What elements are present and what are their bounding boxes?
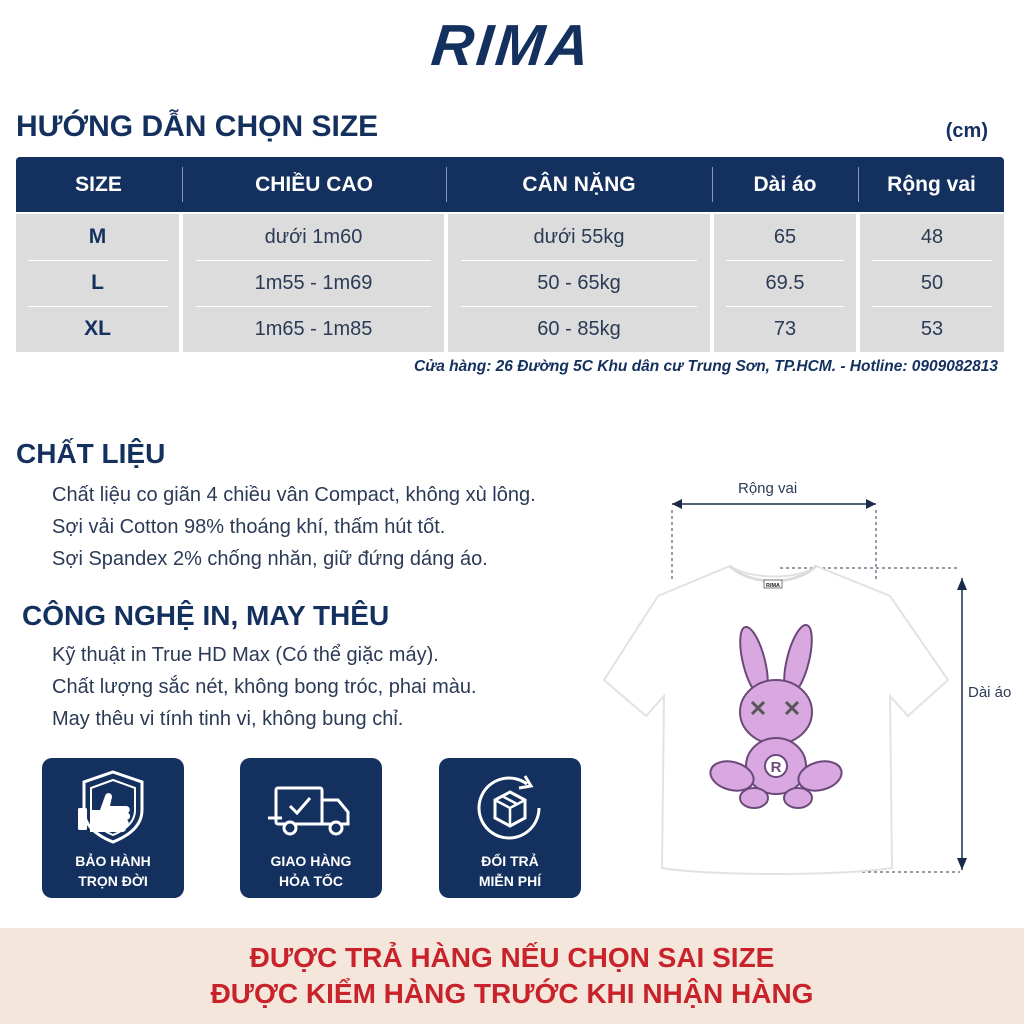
badge-label: BẢO HÀNH — [75, 853, 151, 869]
material-title: CHẤT LIỆU — [16, 438, 166, 469]
length-label: Dài áo — [968, 684, 1012, 701]
table-cell-size: XL — [84, 317, 111, 340]
table-cell: 53 — [920, 318, 944, 340]
warranty-badge — [42, 758, 184, 898]
footer-banner — [0, 928, 1024, 1024]
table-cell: 69.5 — [765, 272, 805, 294]
brand-logo: RIMA — [428, 13, 596, 78]
width-label: Rộng vai — [738, 480, 798, 497]
table-header — [16, 157, 1004, 212]
table-cell: 48 — [920, 226, 944, 248]
delivery-badge — [240, 758, 382, 898]
badge-label: ĐỔI TRẢ — [481, 853, 539, 869]
return-badge — [439, 758, 581, 898]
shirt-illustration — [590, 470, 1024, 890]
table-cell: dưới 1m60 — [264, 226, 363, 248]
table-cell: 73 — [773, 318, 797, 340]
technology-line: Chất lượng sắc nét, không bong tróc, phai màu. — [52, 676, 477, 698]
table-cell: 60 - 85kg — [537, 318, 621, 340]
badge-label: TRỌN ĐỜI — [78, 873, 148, 889]
shirt-tag: RIMA — [765, 583, 781, 589]
badge-label: MIỄN PHÍ — [478, 873, 542, 889]
material-line: Chất liệu co giãn 4 chiều vân Compact, không xù lông. — [52, 484, 536, 506]
header-weight: CÂN NẶNG — [522, 173, 636, 196]
table-cell: dưới 55kg — [533, 226, 625, 248]
table-body — [16, 214, 1004, 352]
size-table — [16, 157, 1004, 352]
table-cell: 65 — [773, 226, 797, 248]
size-guide-title: HƯỚNG DẪN CHỌN SIZE — [16, 110, 379, 143]
header-shoulder: Rộng vai — [887, 173, 976, 196]
technology-title: CÔNG NGHỆ IN, MAY THÊU — [22, 600, 390, 631]
table-cell: 1m55 - 1m69 — [254, 272, 373, 294]
technology-line: Kỹ thuật in True HD Max (Có thể giặc máy). — [52, 644, 439, 666]
material-line: Sợi Spandex 2% chống nhăn, giữ đứng dáng áo. — [52, 548, 488, 570]
table-cell: 50 - 65kg — [537, 272, 621, 294]
tshirt-image — [590, 470, 1024, 890]
unit-label: (cm) — [945, 120, 988, 142]
material-line: Sợi vải Cotton 98% thoáng khí, thấm hút tốt. — [52, 516, 446, 538]
table-cell-size: L — [91, 271, 104, 294]
table-cell: 50 — [920, 272, 944, 294]
technology-line: May thêu vi tính tinh vi, không bung chỉ. — [52, 708, 404, 730]
badge-label: HỎA TỐC — [278, 873, 344, 889]
footer-line: ĐƯỢC KIỂM HÀNG TRƯỚC KHI NHẬN HÀNG — [210, 978, 814, 1009]
print-letter: R — [770, 759, 782, 776]
table-cell: 1m65 - 1m85 — [254, 318, 373, 340]
table-cell-size: M — [88, 225, 107, 248]
store-info: Cửa hàng: 26 Đường 5C Khu dân cư Trung Sơn, TP.HCM. - Hotline: 0909082813 — [414, 358, 998, 375]
header-size: SIZE — [75, 173, 122, 196]
header-length: Dài áo — [753, 173, 817, 196]
return-box-icon — [439, 768, 581, 848]
delivery-truck-icon — [240, 768, 382, 848]
header-height: CHIỀU CAO — [255, 173, 373, 196]
shield-thumbs-up-icon — [42, 768, 184, 848]
footer-line: ĐƯỢC TRẢ HÀNG NẾU CHỌN SAI SIZE — [249, 942, 775, 973]
badge-label: GIAO HÀNG — [270, 853, 352, 869]
